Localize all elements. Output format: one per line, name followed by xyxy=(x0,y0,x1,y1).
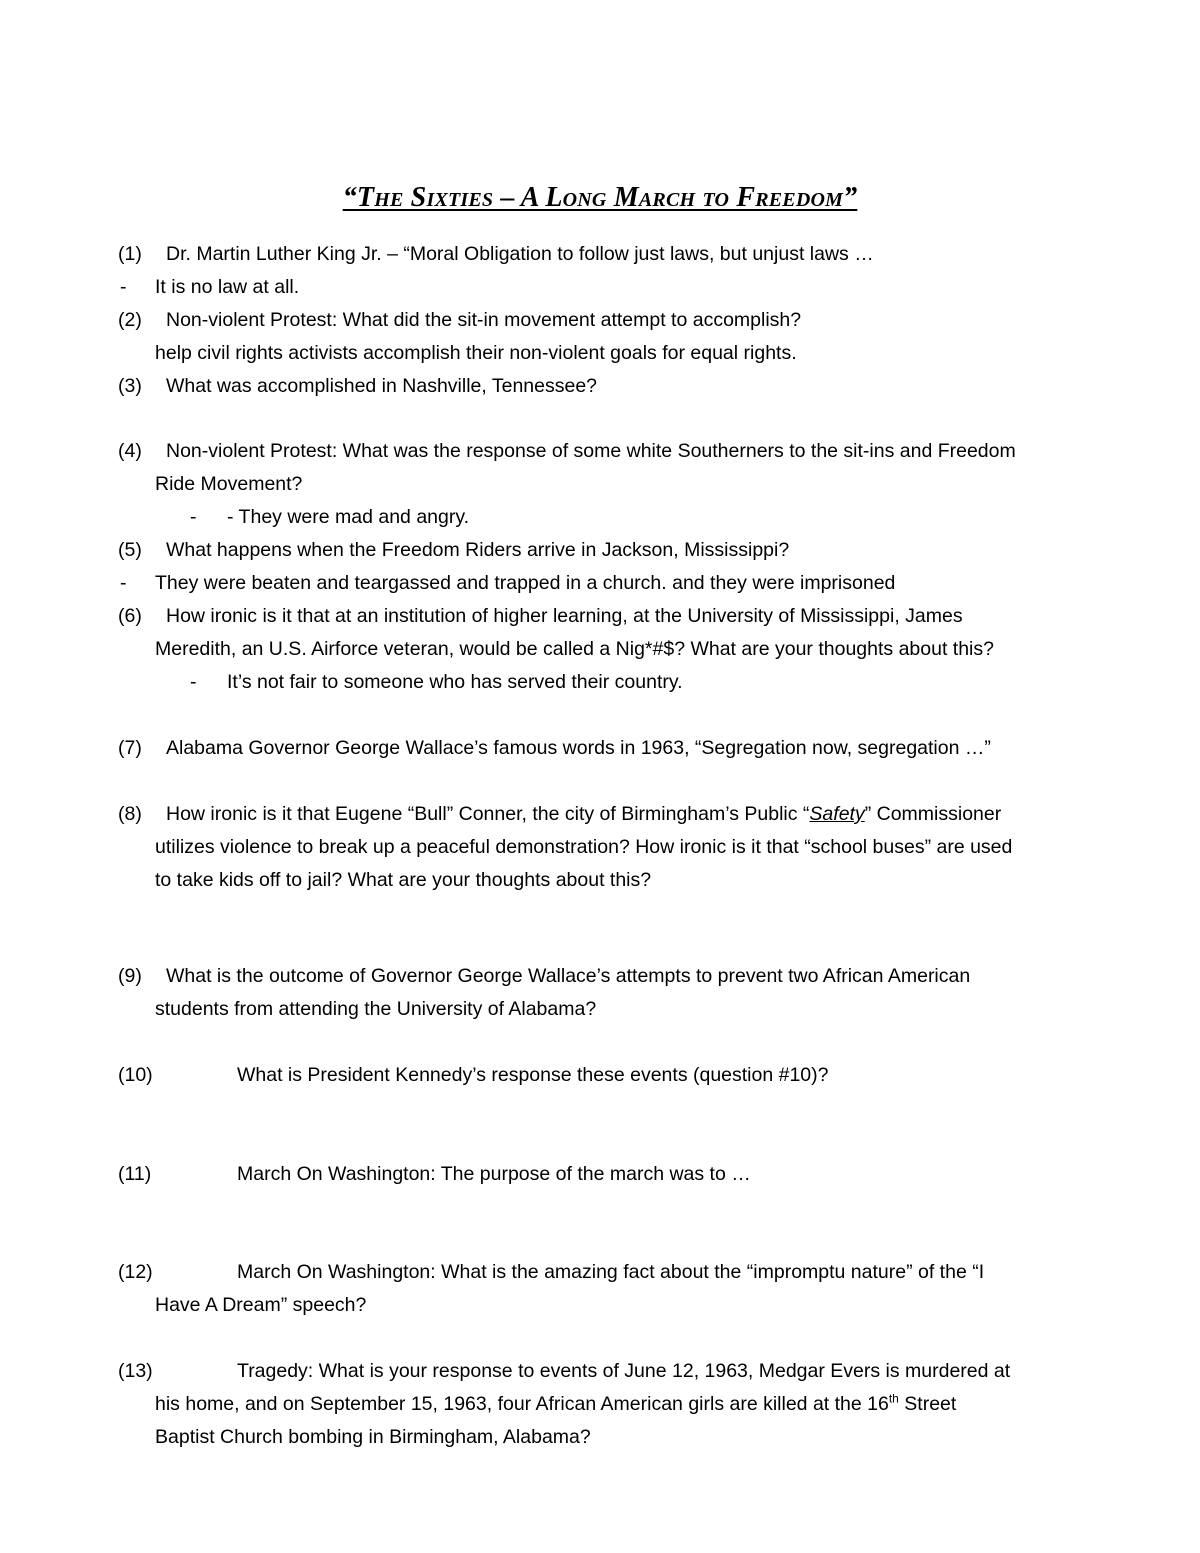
question-number: (6) xyxy=(118,605,142,627)
question-text: utilizes violence to break up a peaceful demonstration? How ironic is it that “school buses” are used xyxy=(155,836,1013,858)
question-text: Alabama Governor George Wallace’s famous words in 1963, “Segregation now, segregation …” xyxy=(166,737,991,759)
question-text-part: his home, and on September 15, 1963, four African American girls are killed at the 16 xyxy=(155,1393,889,1415)
safety-emphasis: Safety xyxy=(809,803,865,825)
question-number: (8) xyxy=(118,803,142,825)
question-number: (2) xyxy=(118,309,142,331)
question-text-part: How ironic is it that Eugene “Bull” Conner, the city of Birmingham’s Public “ xyxy=(166,803,810,825)
question-text: What happens when the Freedom Riders arrive in Jackson, Mississippi? xyxy=(166,539,790,561)
question-text: Baptist Church bombing in Birmingham, Alabama? xyxy=(155,1426,591,1448)
question-text xyxy=(166,798,1001,831)
bullet-dash: - xyxy=(120,276,127,298)
question-text: Non-violent Protest: What did the sit-in movement attempt to accomplish? xyxy=(166,309,802,331)
question-text: Have A Dream” speech? xyxy=(155,1294,367,1316)
question-text: Non-violent Protest: What was the response of some white Southerners to the sit-ins and Freedom xyxy=(166,440,1016,462)
question-number: (3) xyxy=(118,375,142,397)
question-text-part: Street xyxy=(898,1393,957,1415)
question-text: students from attending the University of Alabama? xyxy=(155,998,597,1020)
question-text: Dr. Martin Luther King Jr. – “Moral Obligation to follow just laws, but unjust laws … xyxy=(166,243,874,265)
question-text: March On Washington: The purpose of the march was to … xyxy=(237,1163,751,1185)
question-text: What is President Kennedy’s response these events (question #10)? xyxy=(237,1064,829,1086)
question-number: (10) xyxy=(118,1064,153,1086)
question-number: (13) xyxy=(118,1360,153,1382)
question-text: Ride Movement? xyxy=(155,473,303,495)
question-number: (12) xyxy=(118,1261,153,1283)
question-number: (11) xyxy=(118,1163,152,1185)
answer-text: They were beaten and teargassed and trapped in a church. and they were imprisoned xyxy=(155,572,896,594)
question-number: (9) xyxy=(118,965,142,987)
answer-text: It is no law at all. xyxy=(155,276,300,298)
answer-text: - They were mad and angry. xyxy=(227,506,470,528)
answer-text: It’s not fair to someone who has served their country. xyxy=(227,671,683,693)
question-number: (7) xyxy=(118,737,142,759)
answer-text: help civil rights activists accomplish their non-violent goals for equal rights. xyxy=(155,342,797,364)
question-text: Meredith, an U.S. Airforce veteran, would be called a Nig*#$? What are your thoughts about this? xyxy=(155,638,994,660)
question-text xyxy=(155,1388,956,1421)
question-number: (1) xyxy=(118,243,142,265)
question-number: (4) xyxy=(118,440,142,462)
question-text: Tragedy: What is your response to events of June 12, 1963, Medgar Evers is murdered at xyxy=(237,1360,1011,1382)
bullet-dash: - xyxy=(190,506,197,528)
question-text: How ironic is it that at an institution of higher learning, at the University of Mississippi, James xyxy=(166,605,963,627)
question-text: What was accomplished in Nashville, Tennessee? xyxy=(166,375,598,397)
question-text: March On Washington: What is the amazing fact about the “impromptu nature” of the “I xyxy=(237,1261,985,1283)
ordinal-superscript: th xyxy=(888,1391,899,1406)
document-title: “The Sixties – A Long March to Freedom” xyxy=(342,182,858,213)
question-text: What is the outcome of Governor George Wallace’s attempts to prevent two African American xyxy=(166,965,971,987)
question-text-part: ” Commissioner xyxy=(864,803,1002,825)
bullet-dash: - xyxy=(120,572,127,594)
question-text: to take kids off to jail? What are your thoughts about this? xyxy=(155,869,652,891)
question-number: (5) xyxy=(118,539,142,561)
bullet-dash: - xyxy=(190,671,197,693)
